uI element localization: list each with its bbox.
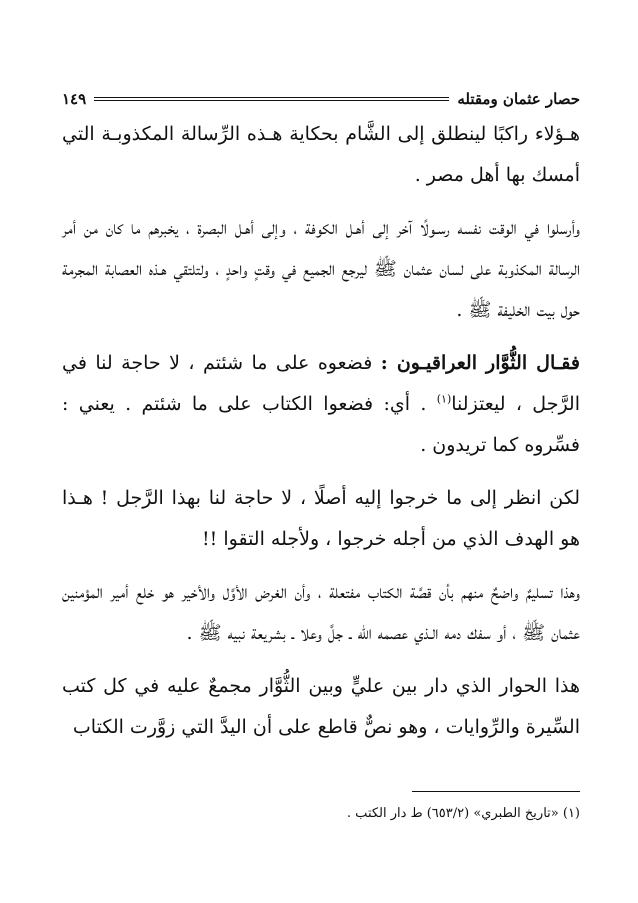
paragraph-4: لكن انظر إلى ما خرجوا إليه أصلًا ، لا حاجة لنا بهذا الرَّجل ! هـذا هو الهدف الذي من أجله خرجوا ، ولأجله التقوا !! <box>62 487 580 550</box>
body-text <box>62 114 580 760</box>
paragraph-6: هذا الحوار الذي دار بين عليٍّ وبين الثُّوَّار مجمعٌ عليه في كل كتب السِّيرة والرِّوايات ، وهو نصٌّ قاطع على أن اليدَّ التي زوَّرت الكتاب <box>62 675 580 738</box>
paragraph-3 <box>62 343 580 466</box>
paragraph-1: هـؤلاء راكبًا لينطلق إلى الشَّام بحكاية هـذه الرِّسالة المكذوبـة التي أمسك بها أهل مصر . <box>62 123 580 186</box>
paragraph-5: وهذا تسليمٌ واضحٌ منهم بأن قصَّة الكتاب مفتعلة ، وأن الغرض الأوَّل والأخير هو خلع أمير المؤمنين عثمان ﷺ ، أو سفك دمه الـذي عصمه الله ـ جلَّ وعلا ـ بشريعة نبيه ﷺ . <box>62 581 580 644</box>
page-header <box>62 88 580 110</box>
running-title: حصار عثمان ومقتله <box>457 90 580 108</box>
paragraph-2: وأرسلوا في الوقت نفسه رسـولًا آخر إلى أهـل الكوفة ، وإلى أهـل البصرة ، يخبرهم ما كان من أمر الرسالة المكذوبة على لسان عثمان ﷺ ليرجع الجميع في وقتٍ واحدٍ ، ولتلتقي هـذه العصابة المجرمة حول بيت الخليفة ﷺ . <box>62 217 580 321</box>
footnote-marker: (١) <box>436 392 452 406</box>
page-number: ١٤٩ <box>62 90 87 108</box>
footnote-rule <box>412 791 580 792</box>
paragraph-3-text-2: . أي: فضعوا الكتاب على ما شئتم . يعني : فسِّروه كما تريدون . <box>62 393 580 456</box>
paragraph-3-text: فضعوه على ما شئتم ، لا حاجة لنا في الرَّجل ، ليعتزلنا <box>62 352 580 415</box>
footnote: (١) «تاريخ الطبري» (٦٥٣/٢) ط دار الكتب . <box>346 806 580 821</box>
paragraph-3-lead: فقـال الثُّوَّار العراقيـون : <box>380 352 580 374</box>
header-rule <box>94 97 449 101</box>
